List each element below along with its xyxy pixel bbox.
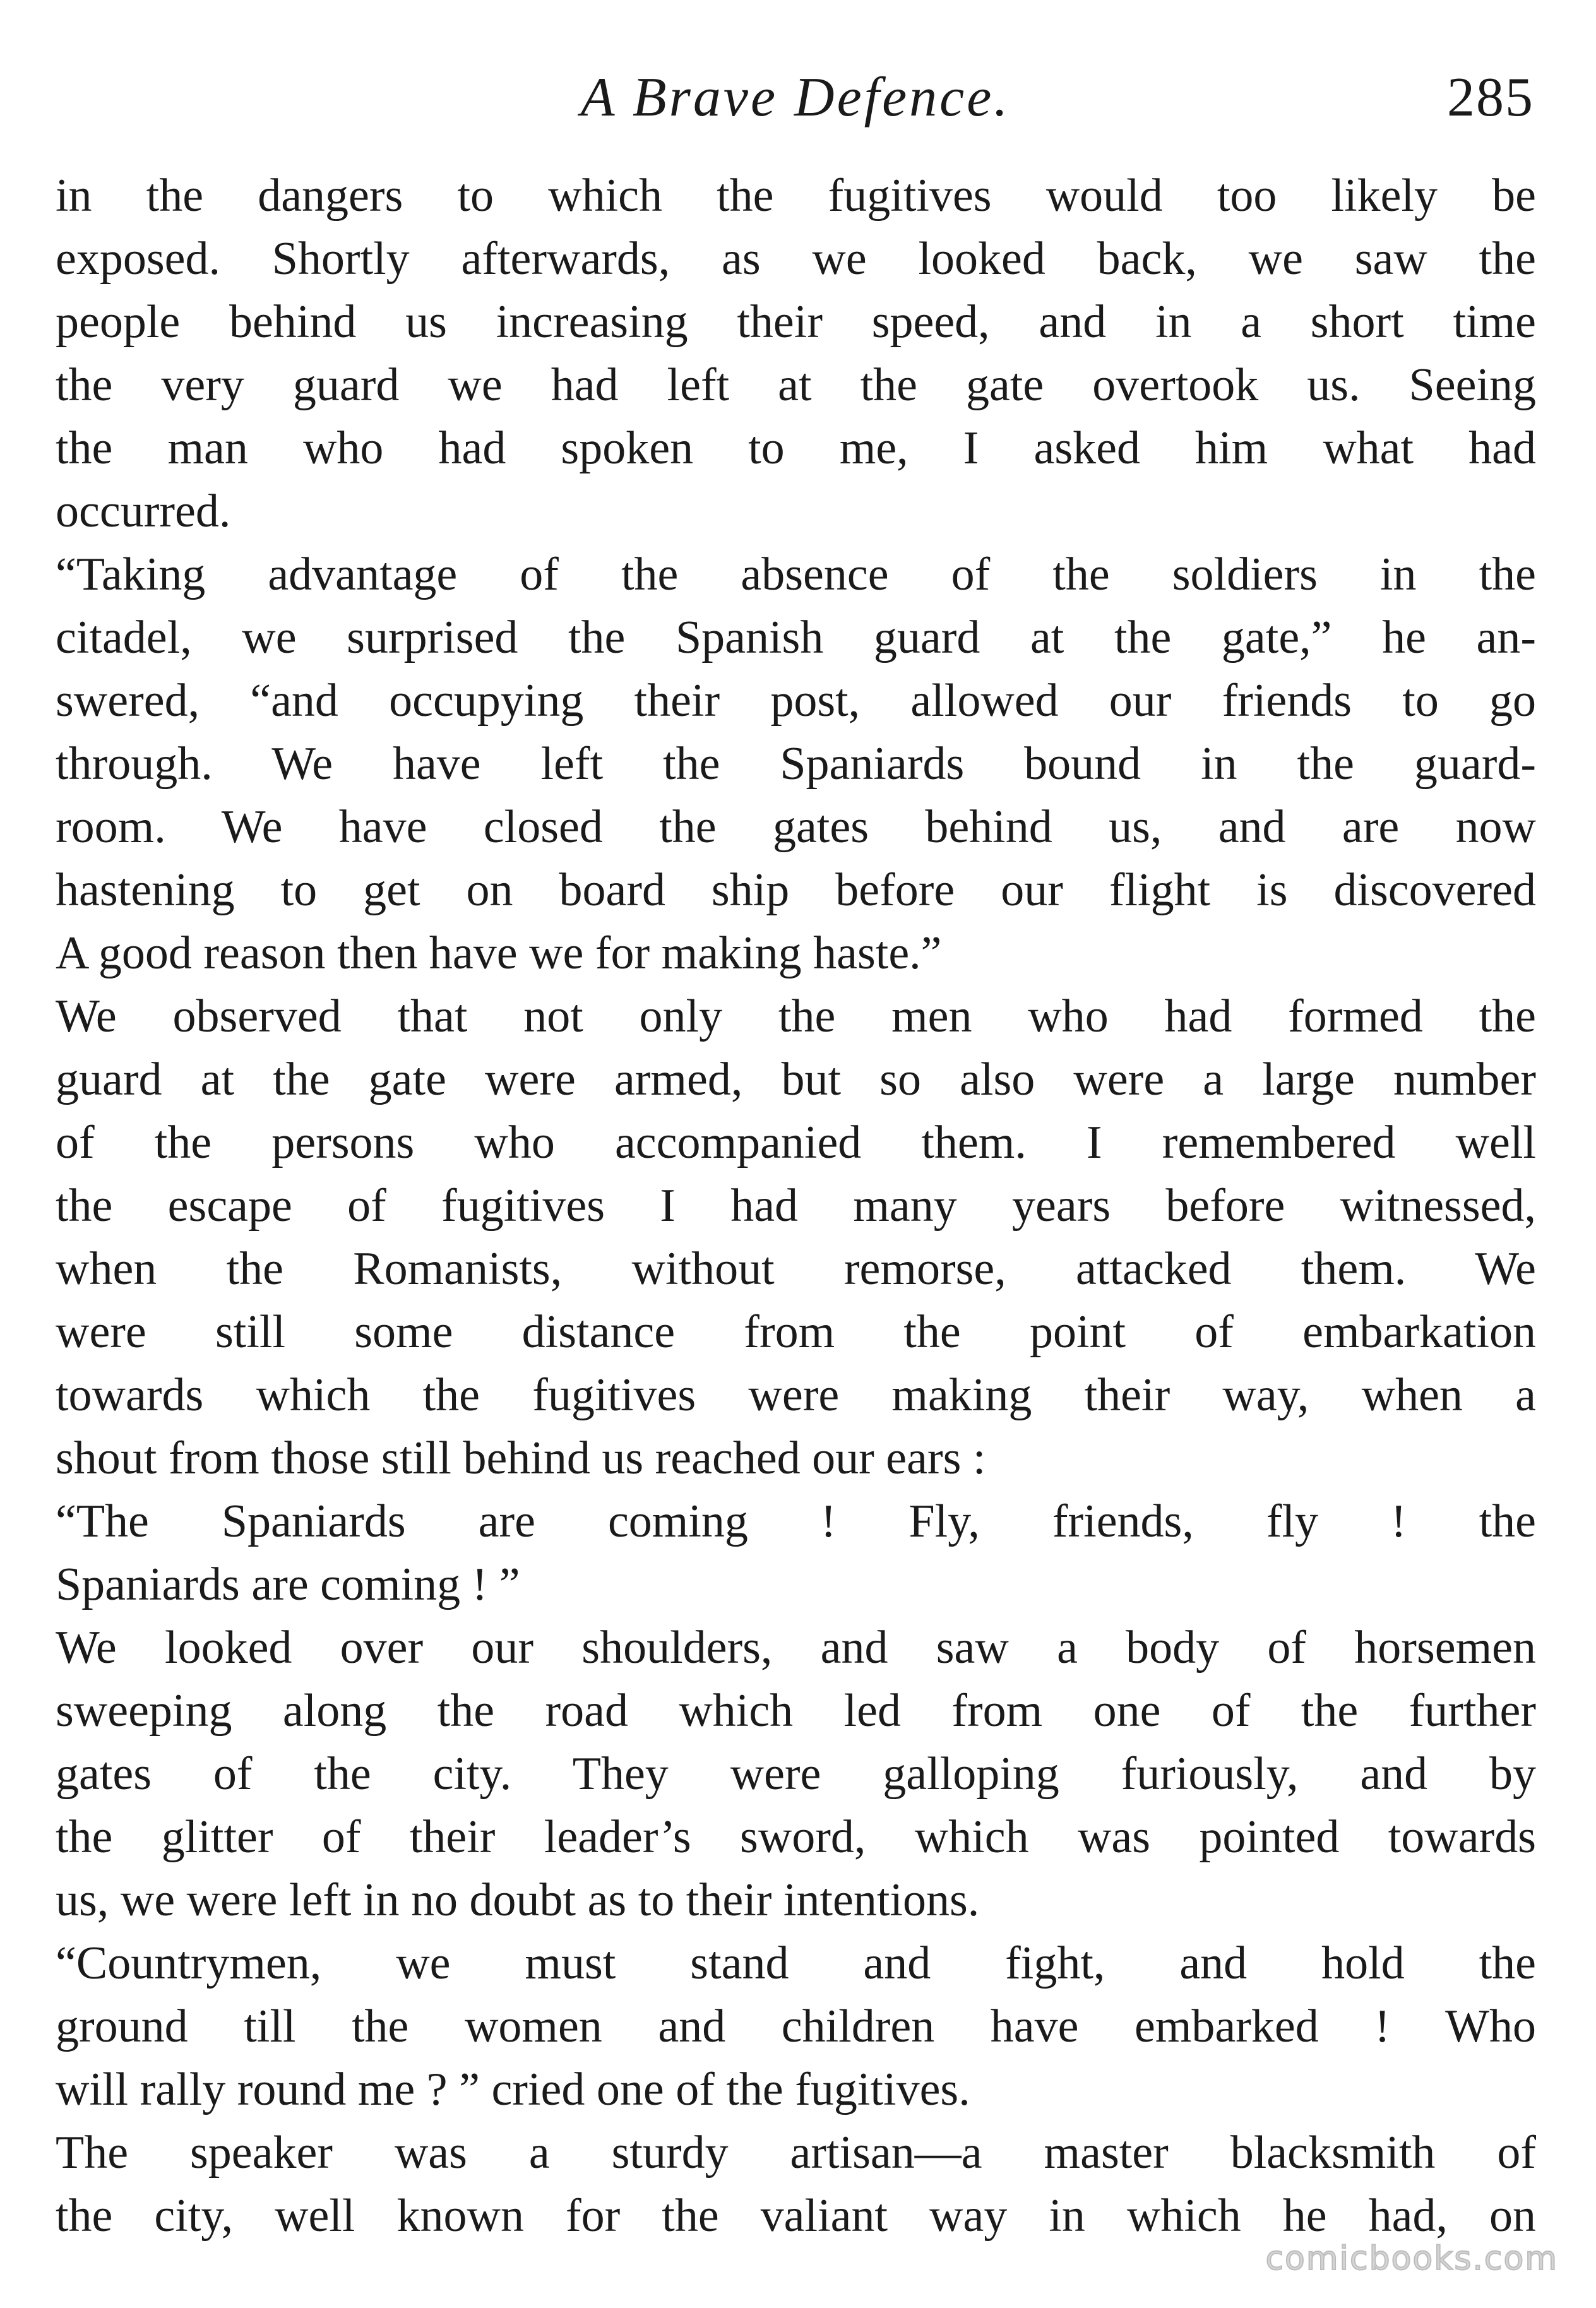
text-line: ground till the women and children have embarked ! Who (56, 2001, 1536, 2052)
running-head (57, 60, 1534, 136)
text-line: Spaniards are coming ! ” (56, 1559, 520, 1610)
text-line: towards which the fugitives were making their way, when a (56, 1369, 1536, 1421)
text-line: the man who had spoken to me, I asked him what had (56, 422, 1536, 474)
text-line: through. We have left the Spaniards bound in the guard- (56, 738, 1536, 790)
text-line: “Taking advantage of the absence of the soldiers in the (56, 549, 1536, 600)
text-line: of the persons who accompanied them. I remembered well (56, 1117, 1536, 1169)
text-line: occurred. (56, 485, 231, 537)
text-line: “The Spaniards are coming ! Fly, friends, fly ! the (56, 1496, 1536, 1547)
text-line: hastening to get on board ship before our flight is discovered (56, 864, 1536, 916)
text-line: in the dangers to which the fugitives would too likely be (56, 170, 1536, 222)
text-line: room. We have closed the gates behind us, and are now (56, 801, 1536, 853)
text-line: sweeping along the road which led from one of the further (56, 1685, 1536, 1737)
text-line: when the Romanists, without remorse, attacked them. We (56, 1243, 1536, 1295)
text-line: “Countrymen, we must stand and fight, and hold the (56, 1937, 1536, 1989)
running-title: A Brave Defence. (580, 67, 1011, 128)
text-line: the city, well known for the valiant way in which he had, on (56, 2190, 1536, 2242)
text-line: The speaker was a sturdy artisan—a master blacksmith of (56, 2127, 1536, 2179)
text-line: swered, “and occupying their post, allowed our friends to go (56, 675, 1536, 727)
text-line: us, we were left in no doubt as to their intentions. (56, 1874, 980, 1926)
text-line: We observed that not only the men who had formed the (56, 990, 1536, 1042)
text-line: We looked over our shoulders, and saw a body of horsemen (56, 1622, 1536, 1674)
text-line: the escape of fugitives I had many years before witnessed, (56, 1180, 1536, 1232)
text-line: the glitter of their leader’s sword, which was pointed towards (56, 1811, 1536, 1863)
text-line: people behind us increasing their speed, and in a short time (56, 296, 1536, 348)
text-line: shout from those still behind us reached our ears : (56, 1432, 986, 1484)
text-line: A good reason then have we for making haste.” (56, 927, 942, 979)
text-line: citadel, we surprised the Spanish guard at the gate,” he an- (56, 612, 1536, 663)
text-line: were still some distance from the point of embarkation (56, 1306, 1536, 1358)
text-line: guard at the gate were armed, but so also were a large number (56, 1054, 1536, 1105)
body-text (56, 164, 1536, 2247)
watermark: comicbooks.com (1265, 2240, 1558, 2278)
page-number: 285 (1447, 67, 1534, 128)
text-line: gates of the city. They were galloping furiously, and by (56, 1748, 1536, 1800)
text-line: will rally round me ? ” cried one of the fugitives. (56, 2064, 970, 2115)
text-line: exposed. Shortly afterwards, as we looked back, we saw the (56, 233, 1536, 285)
text-line: the very guard we had left at the gate overtook us. Seeing (56, 359, 1536, 411)
